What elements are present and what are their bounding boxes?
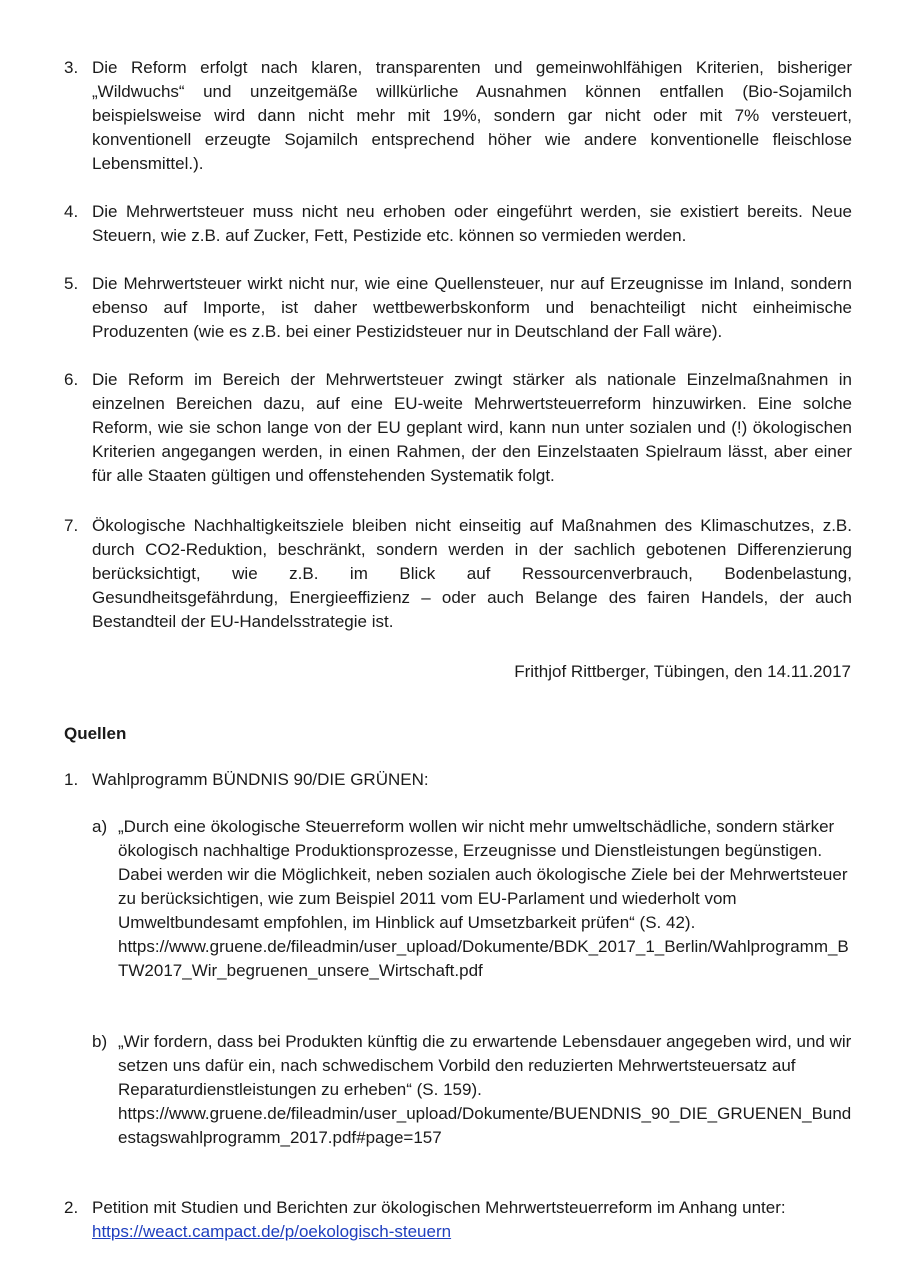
list-item-text: Die Mehrwertsteuer muss nicht neu erhoben oder eingeführt werden, sie existiert bereits. Neue Steuern, wie z.B. auf Zucker, Fett, Pestizide etc. können so vermieden werden. xyxy=(92,202,852,245)
source-subitem-body xyxy=(118,1030,852,1150)
source-subitem-body xyxy=(118,815,852,983)
list-item-text: Die Reform erfolgt nach klaren, transparenten und gemeinwohlfähigen Kriterien, bisheriger „Wildwuchs“ und unzeitgemäße willkürliche Ausnahmen können entfallen (Bio-Sojamilch beispielsweise wird dann nicht mehr mit 19%, sondern gar nicht oder mit 7% versteuert, konventionell erzeugte Sojamilch entsprechend höher wie andere konventionelle fleischlose Lebensmittel.). xyxy=(92,58,852,173)
source-url: https://www.gruene.de/fileadmin/user_upload/Dokumente/BUENDNIS_90_DIE_GRUENEN_Bundestagswahlprogramm_2017.pdf#page=157 xyxy=(118,1104,852,1147)
source-body xyxy=(92,1196,852,1244)
list-item-5 xyxy=(64,272,852,344)
list-number: 1. xyxy=(64,770,79,789)
source-item-1 xyxy=(64,768,852,792)
list-item-4 xyxy=(64,200,852,248)
list-number: 4. xyxy=(64,202,79,221)
list-item-7 xyxy=(64,514,852,634)
source-quote: „Wir fordern, dass bei Produkten künftig die zu erwartende Lebensdauer angegeben wird, und wir setzen uns dafür ein, nach schwedischem Vorbild den reduzierten Mehrwertsteuersatz auf Reparaturdienstleistungen zu erheben“ (S. 159). xyxy=(118,1032,852,1099)
source-item-2 xyxy=(64,1196,852,1244)
signature-line: Frithjof Rittberger, Tübingen, den 14.11.2017 xyxy=(514,662,851,681)
list-item-text: Die Mehrwertsteuer wirkt nicht nur, wie eine Quellensteuer, nur auf Erzeugnisse im Inland, sondern ebenso auf Importe, ist daher wettbewerbskonform und benachteiligt nicht einheimische Produzenten (wie es z.B. bei einer Pestizidsteuer nur in Deutschland der Fall wäre). xyxy=(92,274,852,341)
sub-letter: b) xyxy=(92,1032,108,1051)
list-item-3 xyxy=(64,56,852,176)
source-quote: „Durch eine ökologische Steuerreform wollen wir nicht mehr umweltschädliche, sondern stärker ökologisch nachhaltige Produktionsprozesse, Erzeugnisse und Dienstleistungen begünstigen. Dabei werden wir die Möglichkeit, neben sozialen auch ökologische Ziele bei der Mehrwertsteuer zu berücksichtigen, wie zum Beispiel 2011 vom EU-Parlament und wiederholt vom Umweltbundesamt empfohlen, im Hinblick auf Umsetzbarkeit prüfen“ (S. 42). xyxy=(118,817,848,932)
source-subitem-a xyxy=(92,815,852,983)
sources-heading: Quellen xyxy=(64,724,127,743)
list-item-text: Die Reform im Bereich der Mehrwertsteuer zwingt stärker als nationale Einzelmaßnahmen in einzelnen Bereichen dazu, auf eine EU-weite Mehrwertsteuerreform hinzuwirken. Eine solche Reform, wie sie schon lange von der EU geplant wird, kann nun unter sozialen und (!) ökologischen Kriterien angegangen werden, in einen Rahmen, der den Einzelstaaten Spielraum lässt, aber einer für alle Staaten gültigen und offenstehenden Systematik folgt. xyxy=(92,370,852,485)
list-item-6 xyxy=(64,368,852,488)
list-number: 2. xyxy=(64,1198,79,1217)
list-number: 3. xyxy=(64,58,79,77)
source-subitem-b xyxy=(92,1030,852,1150)
list-number: 6. xyxy=(64,370,79,389)
petition-link[interactable]: https://weact.campact.de/p/oekologisch-steuern xyxy=(92,1222,452,1241)
source-url: https://www.gruene.de/fileadmin/user_upload/Dokumente/BDK_2017_1_Berlin/Wahlprogramm_BTW2017_Wir_begruenen_unsere_Wirtschaft.pdf xyxy=(118,937,849,980)
list-number: 7. xyxy=(64,516,79,535)
list-number: 5. xyxy=(64,274,79,293)
source-title: Petition mit Studien und Berichten zur ökologischen Mehrwertsteuerreform im Anhang unter: xyxy=(92,1198,786,1217)
source-title: Wahlprogramm BÜNDNIS 90/DIE GRÜNEN: xyxy=(92,770,429,789)
list-item-text: Ökologische Nachhaltigkeitsziele bleiben nicht einseitig auf Maßnahmen des Klimaschutzes, z.B. durch CO2-Reduktion, beschränkt, sondern werden in der sachlich gebotenen Differenzierung berücksichtigt, wie z.B. im Blick auf Ressourcenverbrauch, Bodenbelastung, Gesundheitsgefährdung, Energieeffizienz – oder auch Belange des fairen Handels, der auch Bestandteil der EU-Handelsstrategie ist. xyxy=(92,516,852,631)
sub-letter: a) xyxy=(92,817,108,836)
